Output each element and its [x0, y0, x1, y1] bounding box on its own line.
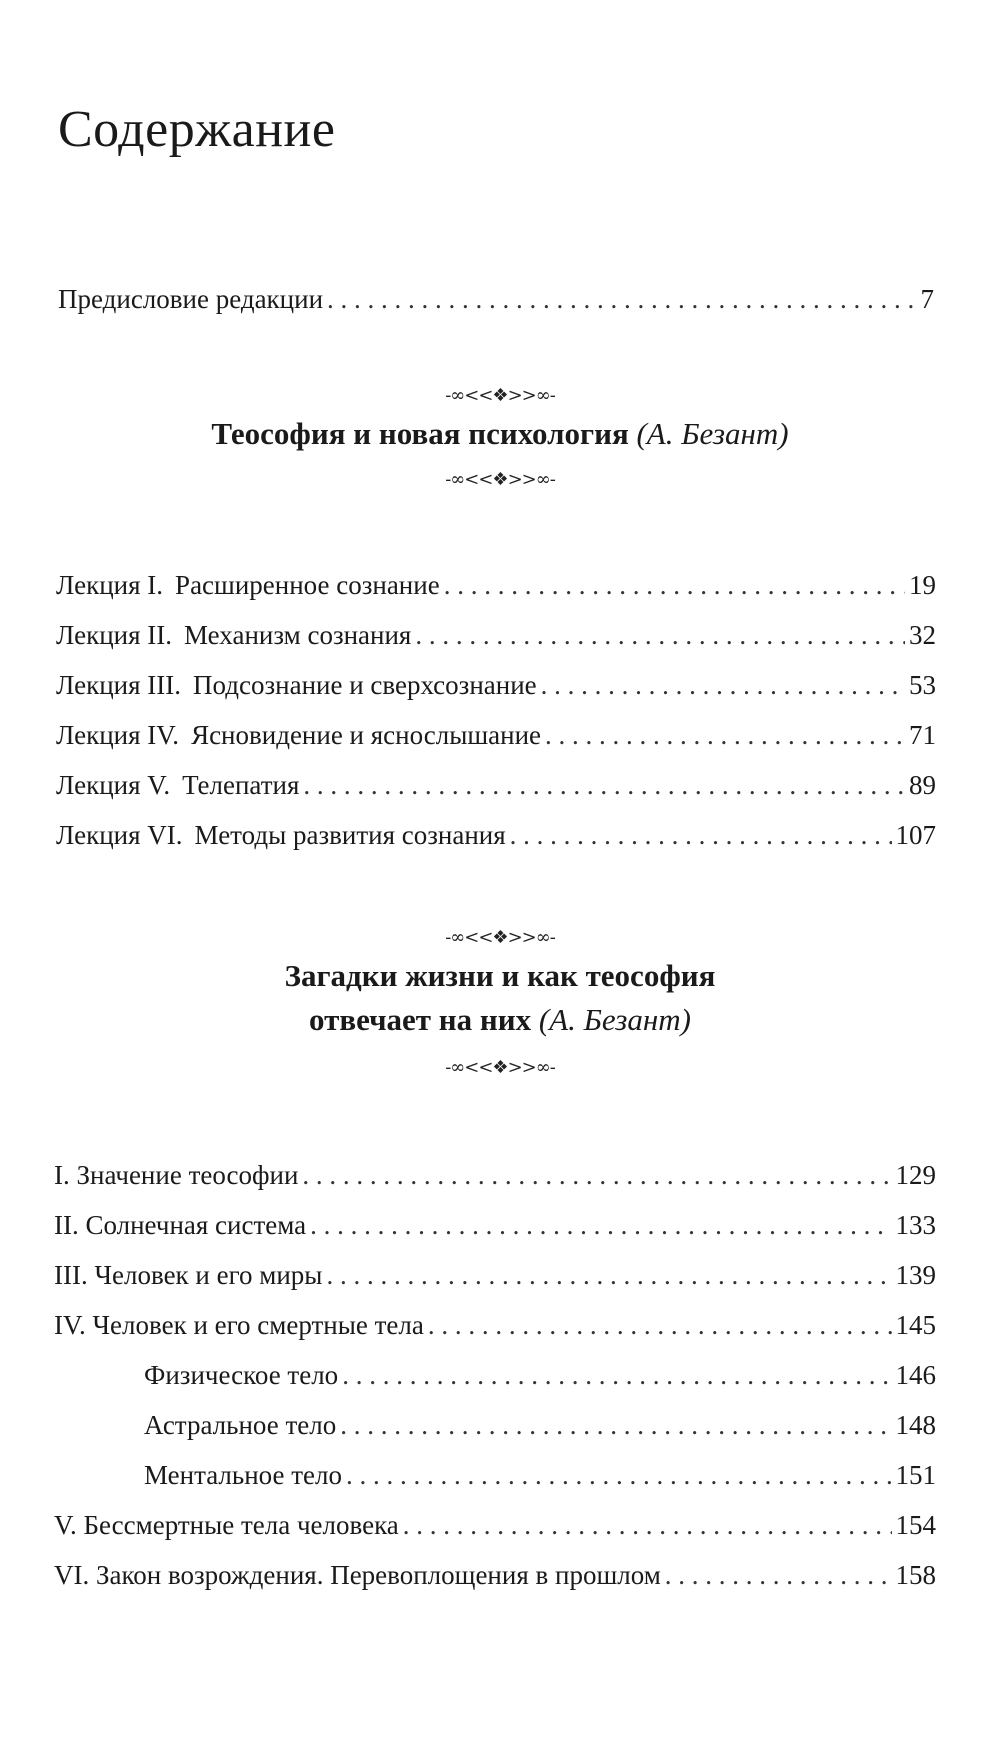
toc-entry[interactable] — [56, 668, 936, 702]
toc-subentry[interactable] — [144, 1458, 936, 1492]
toc-entry-label: I. Значение теософии — [54, 1160, 299, 1190]
page-title: Содержание — [58, 101, 336, 158]
toc-entry-page: 107 — [895, 820, 936, 850]
dot-leader — [403, 1508, 892, 1542]
toc-entry-label: Подсознание и сверхсознание — [193, 670, 537, 700]
toc-subentry[interactable] — [144, 1358, 936, 1392]
dot-leader — [541, 668, 905, 702]
toc-entry-label: III. Человек и его миры — [54, 1260, 323, 1290]
section-title: Теософия и новая психология — [211, 416, 629, 451]
section-title-line2: отвечает на них — [309, 1002, 532, 1037]
toc-entry[interactable] — [54, 1558, 936, 1592]
toc-entry-label: IV. Человек и его смертные тела — [54, 1310, 424, 1340]
toc-entry-page: 158 — [895, 1560, 936, 1590]
toc-entry-page: 139 — [895, 1260, 936, 1290]
toc-entry[interactable] — [54, 1508, 936, 1542]
toc-entry-label: II. Солнечная система — [54, 1210, 307, 1240]
dot-leader — [346, 1458, 892, 1492]
ornament-divider: -∞<<❖>>∞- — [445, 469, 555, 490]
dot-leader — [302, 1158, 891, 1192]
toc-entry-page: 7 — [920, 284, 934, 314]
toc-subentry[interactable] — [144, 1408, 936, 1442]
toc-entry[interactable] — [54, 1258, 936, 1292]
toc-entry[interactable] — [56, 618, 936, 652]
toc-entry-page: 32 — [909, 620, 936, 650]
dot-leader — [327, 282, 916, 316]
toc-entry[interactable] — [56, 718, 936, 752]
toc-entry-page: 133 — [895, 1210, 936, 1240]
toc-entry-label: Расширенное сознание — [175, 570, 440, 600]
ornament-divider: -∞<<❖>>∞- — [445, 385, 555, 406]
toc-entry-label: Методы развития сознания — [194, 820, 506, 850]
ornament-divider: -∞<<❖>>∞- — [445, 1057, 555, 1078]
toc-entry[interactable] — [56, 768, 936, 802]
section-heading-2 — [0, 954, 1000, 1042]
toc-entry-label: Ментальное тело — [144, 1460, 342, 1490]
toc-entry-page: 151 — [895, 1460, 936, 1490]
toc-entry-page: 19 — [909, 570, 936, 600]
dot-leader — [415, 618, 905, 652]
toc-entry[interactable] — [54, 1308, 936, 1342]
toc-entry-label: Физическое тело — [144, 1360, 339, 1390]
dot-leader — [545, 718, 905, 752]
dot-leader — [428, 1308, 892, 1342]
toc-entry-label: Механизм сознания — [184, 620, 412, 650]
dot-leader — [665, 1558, 892, 1592]
toc-entry-label: Астральное тело — [144, 1410, 337, 1440]
toc-entry-page: 129 — [895, 1160, 936, 1190]
toc-entry[interactable] — [56, 568, 936, 602]
ornament-divider: -∞<<❖>>∞- — [445, 927, 555, 948]
toc-entry[interactable] — [54, 1208, 936, 1242]
dot-leader — [326, 1258, 891, 1292]
toc-entry-label: Предисловие редакции — [58, 284, 324, 314]
lecture-number: Лекция III. — [56, 670, 182, 700]
toc-entry-page: 53 — [909, 670, 936, 700]
lecture-number: Лекция IV. — [56, 720, 180, 750]
dot-leader — [310, 1208, 891, 1242]
toc-entry-label: V. Бессмертные тела человека — [54, 1510, 399, 1540]
lecture-number: Лекция I. — [56, 570, 164, 600]
toc-entry-label: Ясновидение и яснослышание — [191, 720, 542, 750]
section-author: (А. Безант) — [538, 1002, 691, 1037]
toc-entry-page: 146 — [895, 1360, 936, 1390]
toc-entry-page: 145 — [895, 1310, 936, 1340]
toc-entry-page: 89 — [909, 770, 936, 800]
toc-entry-page: 148 — [895, 1410, 936, 1440]
toc-entry-preface[interactable] — [58, 282, 934, 316]
toc-entry-label: Телепатия — [182, 770, 300, 800]
lecture-number: Лекция V. — [56, 770, 171, 800]
lecture-number: Лекция II. — [56, 620, 173, 650]
section-heading-1 — [0, 412, 1000, 456]
toc-entry-page: 71 — [909, 720, 936, 750]
dot-leader — [510, 818, 892, 852]
dot-leader — [444, 568, 905, 602]
toc-entry[interactable] — [56, 818, 936, 852]
toc-entry-label: VI. Закон возрождения. Перевоплощения в прошлом — [54, 1560, 661, 1590]
toc-entry-page: 154 — [895, 1510, 936, 1540]
section-author: (А. Безант) — [636, 416, 789, 451]
lecture-number: Лекция VI. — [56, 820, 183, 850]
dot-leader — [303, 768, 905, 802]
section-title: Загадки жизни и как теософия — [284, 958, 716, 993]
dot-leader — [340, 1408, 891, 1442]
dot-leader — [342, 1358, 891, 1392]
toc-entry[interactable] — [54, 1158, 936, 1192]
